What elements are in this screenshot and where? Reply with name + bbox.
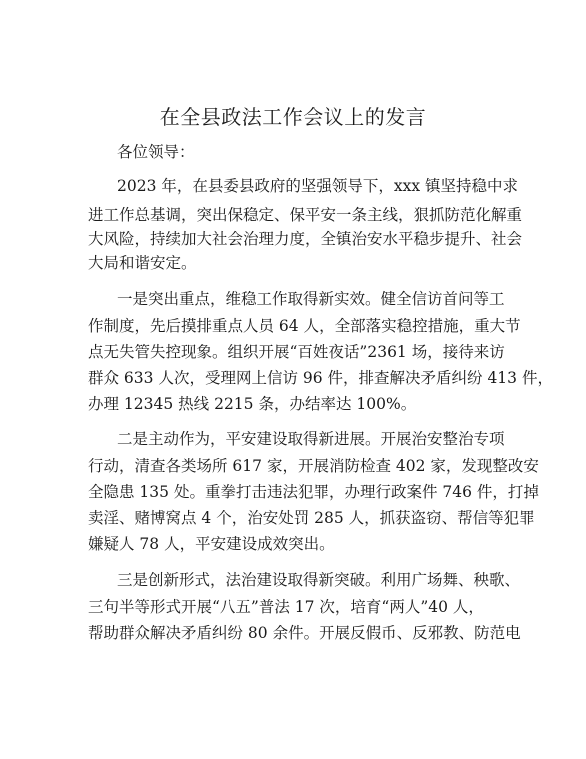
paragraph-3-line-1: 二是主动作为，平安建设取得新进展。开展治安整治专项: [117, 430, 505, 448]
paragraph-3-line-3: 全隐患 135 处。重拳打击违法犯罪，办理行政案件 746 件，打掉: [88, 483, 539, 501]
paragraph-3-line-5: 嫌疑人 78 人，平安建设成效突出。: [88, 535, 335, 553]
paragraph-4-line-1: 三是创新形式，法治建设取得新突破。利用广场舞、秧歌、: [117, 571, 521, 589]
paragraph-1-line-1: 2023 年，在县委县政府的坚强领导下，xxx 镇坚持稳中求: [117, 177, 519, 195]
paragraph-1-line-2: 进工作总基调，突出保稳定、保平安一条主线，狠抓防范化解重: [88, 206, 523, 224]
paragraph-2-line-3: 点无失管失控现象。组织开展“百姓夜话”2361 场，接待来访: [88, 343, 505, 361]
paragraph-1-line-4: 大局和谐安定。: [88, 254, 197, 272]
paragraph-4-line-2: 三句半等形式开展“八五”普法 17 次，培育“两人”40 人，: [88, 598, 484, 616]
paragraph-2-line-4: 群众 633 人次，受理网上信访 96 件，排查解决矛盾纠纷 413 件，: [88, 369, 553, 387]
paragraph-2-line-5: 办理 12345 热线 2215 条，办结率达 100%。: [88, 395, 417, 413]
document-title: 在全县政法工作会议上的发言: [159, 105, 427, 129]
salutation: 各位领导：: [117, 143, 195, 161]
paragraph-4-line-3: 帮助群众解决矛盾纠纷 80 余件。开展反假币、反邪教、防范电: [88, 624, 521, 642]
paragraph-2-line-1: 一是突出重点，维稳工作取得新实效。健全信访首问等工: [117, 290, 505, 308]
paragraph-3-line-4: 卖淫、赌博窝点 4 个，治安处罚 285 人，抓获盗窃、帮信等犯罪: [88, 509, 535, 527]
paragraph-1-line-3: 大风险，持续加大社会治理力度，全镇治安水平稳步提升、社会: [88, 230, 523, 248]
paragraph-3-line-2: 行动，清查各类场所 617 家，开展消防检查 402 家，发现整改安: [88, 457, 539, 475]
paragraph-2-line-2: 作制度，先后摸排重点人员 64 人，全部落实稳控措施，重大节: [88, 317, 521, 335]
